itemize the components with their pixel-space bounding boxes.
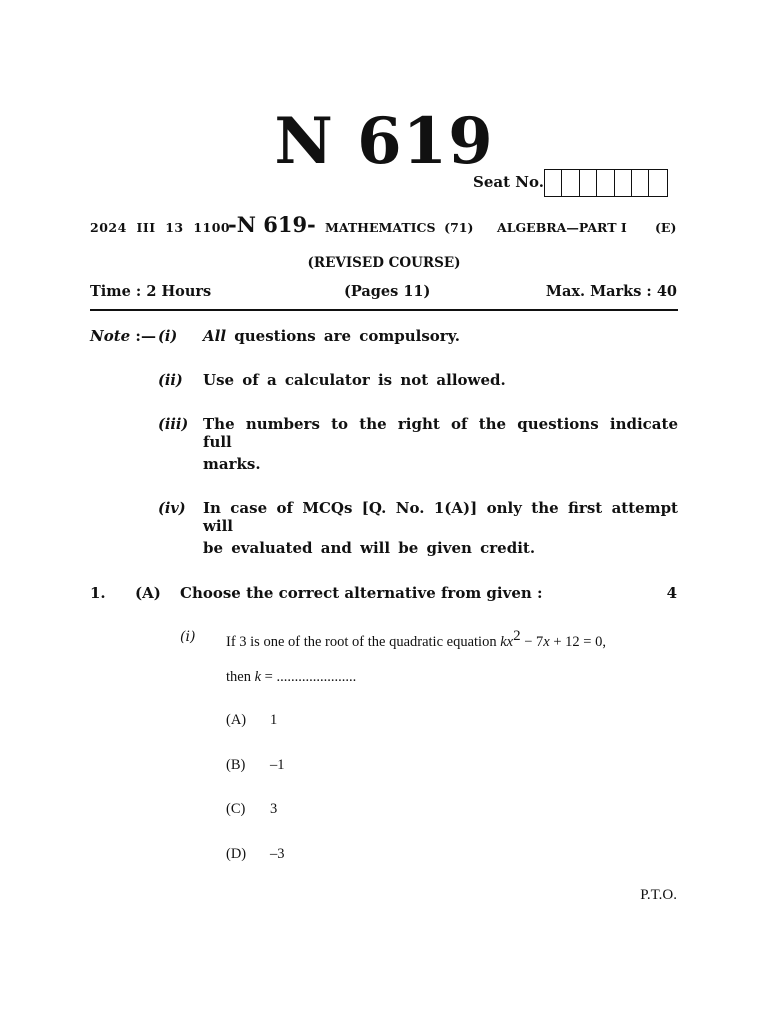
exam-time: Time : 2 Hours bbox=[90, 283, 212, 300]
paper-name: ALGEBRA—PART I bbox=[497, 220, 627, 235]
note-num-2: (ii) bbox=[158, 372, 183, 389]
note-item-2: Use of a calculator is not allowed. bbox=[203, 371, 506, 389]
please-turn-over: P.T.O. bbox=[640, 887, 677, 903]
note-dash: :— bbox=[130, 327, 156, 345]
seat-box bbox=[597, 170, 614, 196]
option-a-value: 1 bbox=[270, 712, 278, 728]
question-part: (A) bbox=[135, 584, 161, 602]
subquestion-line1 bbox=[226, 628, 606, 651]
option-c-label: (C) bbox=[226, 801, 246, 817]
note-word: Note bbox=[90, 327, 131, 345]
seat-number-label: Seat No. bbox=[473, 173, 544, 191]
note-num-3: (iii) bbox=[158, 416, 189, 433]
subq-text-a: If 3 is one of the root of the quadratic equation bbox=[226, 633, 501, 650]
option-d-label: (D) bbox=[226, 846, 247, 862]
note-item-1 bbox=[203, 327, 460, 345]
subq-var-k: k bbox=[500, 633, 507, 650]
note-item-3-line2: marks. bbox=[203, 455, 261, 473]
subq-var-k2: k bbox=[254, 669, 262, 685]
revised-course: (REVISED COURSE) bbox=[307, 255, 461, 271]
question-number: 1. bbox=[90, 584, 106, 602]
seat-box bbox=[580, 170, 597, 196]
seat-box bbox=[632, 170, 649, 196]
note-num-4: (iv) bbox=[158, 500, 186, 517]
question-instruction: Choose the correct alternative from given : bbox=[180, 584, 543, 602]
subq-text-c: + 12 = 0, bbox=[549, 633, 606, 650]
subq-blank: = ...................... bbox=[261, 669, 357, 685]
seat-box bbox=[649, 170, 666, 196]
subq-text-b: − 7 bbox=[520, 633, 544, 650]
note-label bbox=[90, 327, 156, 345]
note-item-4-line1: In case of MCQs [Q. No. 1(A)] only the first attempt will bbox=[203, 499, 678, 535]
option-b-value: –1 bbox=[270, 757, 285, 773]
subq-var-x2: x bbox=[543, 633, 550, 650]
exam-code: 2024 III 13 1100 bbox=[90, 220, 231, 235]
note-item-1-text: questions are compulsory. bbox=[226, 327, 460, 345]
paper-code-small: -N 619- bbox=[228, 212, 316, 237]
seat-box bbox=[545, 170, 562, 196]
seat-number-boxes bbox=[544, 169, 668, 197]
language-code: (E) bbox=[655, 220, 677, 235]
max-marks: Max. Marks : 40 bbox=[545, 283, 677, 300]
option-b-label: (B) bbox=[226, 757, 246, 773]
option-a-label: (A) bbox=[226, 712, 247, 728]
question-marks: 4 bbox=[666, 584, 677, 602]
note-item-1-lead: All bbox=[203, 327, 227, 345]
note-num-1: (i) bbox=[158, 328, 178, 345]
header-divider bbox=[90, 309, 678, 311]
seat-box bbox=[615, 170, 632, 196]
paper-code-title: N 619 bbox=[274, 104, 494, 179]
note-item-3-line1: The numbers to the right of the questions indicate full bbox=[203, 415, 678, 451]
subq-then: then bbox=[226, 669, 255, 685]
subq-exponent: 2 bbox=[513, 628, 521, 644]
subquestion-line2 bbox=[226, 669, 356, 686]
subquestion-number: (i) bbox=[180, 629, 196, 645]
option-c-value: 3 bbox=[270, 801, 278, 817]
seat-box bbox=[562, 170, 579, 196]
note-item-4-line2: be evaluated and will be given credit. bbox=[203, 539, 536, 557]
page-count: (Pages 11) bbox=[344, 283, 431, 300]
subq-var-x: x bbox=[506, 633, 514, 650]
subject-name: MATHEMATICS (71) bbox=[325, 220, 474, 235]
option-d-value: –3 bbox=[270, 846, 285, 862]
